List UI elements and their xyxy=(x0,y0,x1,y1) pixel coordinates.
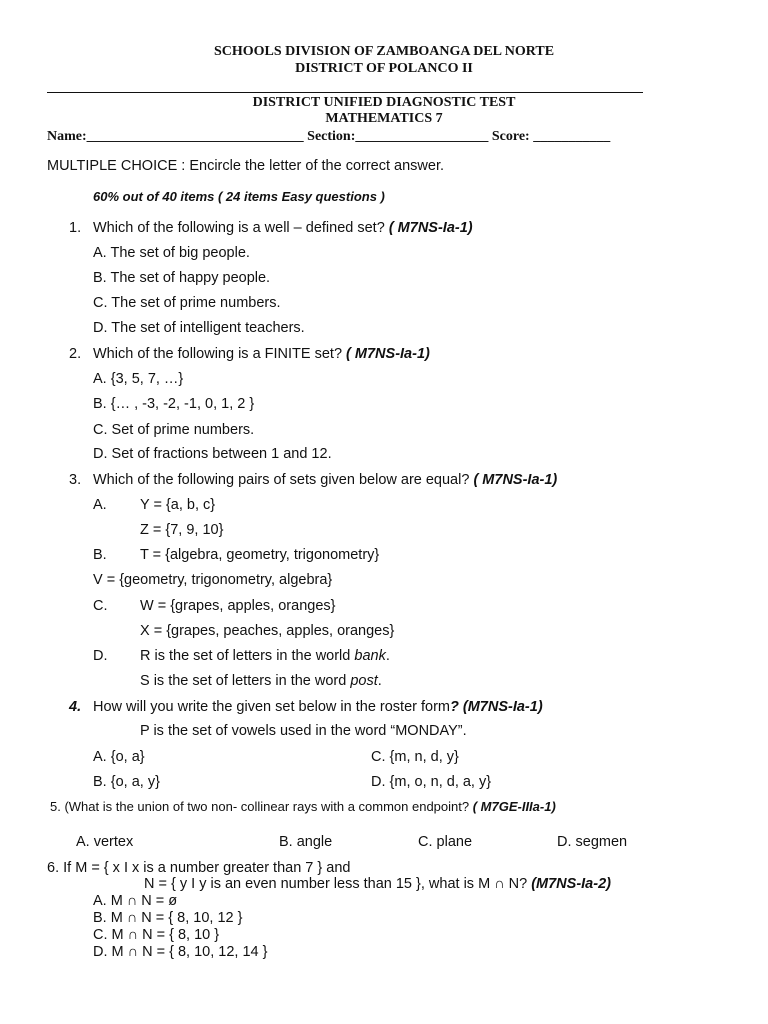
question-1-text xyxy=(93,220,473,236)
q3-option-a-line1: Y = {a, b, c} xyxy=(140,497,216,513)
header-divider xyxy=(47,92,643,93)
q3-option-c-letter: C. xyxy=(93,598,108,614)
competency-code: (M7NS-Ia-2) xyxy=(531,876,611,892)
q5-option-a: A. vertex xyxy=(76,834,134,850)
question-6-line1: 6. If M = { x I x is a number greater than 7 } and xyxy=(47,860,351,876)
q6-option-a: A. M ∩ N = ø xyxy=(93,893,178,909)
question-2-text xyxy=(93,346,430,362)
emphasized-word: post xyxy=(350,673,378,689)
question-4-text xyxy=(93,699,543,715)
score-label: Score: xyxy=(491,129,530,144)
text: R is the set of letters in the world xyxy=(140,648,355,664)
question-3-text xyxy=(93,472,557,488)
q4-option-d: D. {m, o, n, d, a, y} xyxy=(371,774,492,790)
q6-option-c: C. M ∩ N = { 8, 10 } xyxy=(93,927,220,943)
q3-option-c-line2: X = {grapes, peaches, apples, oranges} xyxy=(140,623,395,639)
competency-code: ( M7NS-Ia-1) xyxy=(388,220,473,236)
q3-option-d-line1 xyxy=(140,648,390,664)
q4-given-set: P is the set of vowels used in the word “MONDAY”. xyxy=(140,723,467,739)
question-2-number: 2. xyxy=(69,346,82,362)
text: . xyxy=(385,648,390,664)
name-label: Name: xyxy=(47,129,87,144)
score-blank: ___________ xyxy=(533,129,611,144)
name-blank: _______________________________ xyxy=(86,129,304,144)
q4-option-c: C. {m, n, d, y} xyxy=(371,749,459,765)
question-text: Which of the following pairs of sets given below are equal? xyxy=(93,472,474,488)
q1-option-a: A. The set of big people. xyxy=(93,245,250,261)
q2-option-c: C. Set of prime numbers. xyxy=(93,422,255,438)
text: S is the set of letters in the word xyxy=(140,673,351,689)
q2-option-d: D. Set of fractions between 1 and 12. xyxy=(93,446,332,462)
difficulty-note: 60% out of 40 items ( 24 items Easy questions ) xyxy=(93,189,385,204)
q4-option-b: B. {o, a, y} xyxy=(93,774,160,790)
question-text: Which of the following is a FINITE set? xyxy=(93,346,347,362)
q1-option-c: C. The set of prime numbers. xyxy=(93,295,281,311)
q4-option-a: A. {o, a} xyxy=(93,749,145,765)
question-number: 1. xyxy=(69,220,82,236)
question-text: 5. (What is the union of two non- collinear rays with a common endpoint? xyxy=(50,799,473,814)
text: . xyxy=(377,673,382,689)
test-title: DISTRICT UNIFIED DIAGNOSTIC TEST xyxy=(252,95,516,110)
q3-option-b-letter: B. xyxy=(93,547,107,563)
q5-option-c: C. plane xyxy=(418,834,473,850)
subject-title: MATHEMATICS 7 xyxy=(325,111,443,126)
q6-option-b: B. M ∩ N = { 8, 10, 12 } xyxy=(93,910,243,926)
section-blank: ___________________ xyxy=(355,129,489,144)
q3-option-d-letter: D. xyxy=(93,648,108,664)
q2-option-b: B. {… , -3, -2, -1, 0, 1, 2 } xyxy=(93,396,255,412)
question-text: N = { y I y is an even number less than 15 }, what is M ∩ N? xyxy=(144,876,532,892)
instructions: MULTIPLE CHOICE : Encircle the letter of the correct answer. xyxy=(47,158,445,174)
competency-code: ? (M7NS-Ia-1) xyxy=(450,699,543,715)
q3-option-b-line1: T = {algebra, geometry, trigonometry} xyxy=(140,547,380,563)
question-3-number: 3. xyxy=(69,472,82,488)
q3-option-a-letter: A. xyxy=(93,497,107,513)
q3-option-d-line2 xyxy=(140,673,382,689)
competency-code: ( M7NS-Ia-1) xyxy=(346,346,430,362)
q3-option-a-line2: Z = {7, 9, 10} xyxy=(140,522,224,538)
competency-code: ( M7NS-Ia-1) xyxy=(473,472,558,488)
q1-option-b: B. The set of happy people. xyxy=(93,270,271,286)
q1-option-d: D. The set of intelligent teachers. xyxy=(93,320,305,336)
q6-option-d: D. M ∩ N = { 8, 10, 12, 14 } xyxy=(93,944,268,960)
q3-option-c-line1: W = {grapes, apples, oranges} xyxy=(140,598,336,614)
q2-option-a: A. {3, 5, 7, …} xyxy=(93,371,184,387)
question-text: Which of the following is a well – defined set? xyxy=(93,220,389,236)
district-heading: DISTRICT OF POLANCO II xyxy=(295,61,473,76)
q3-option-b-line2: V = {geometry, trigonometry, algebra} xyxy=(93,572,333,588)
question-4-number: 4. xyxy=(69,699,82,715)
question-5-text xyxy=(50,799,556,814)
competency-code: ( M7GE-IIIa-1) xyxy=(472,799,556,814)
q5-option-d: D. segmen xyxy=(557,834,628,850)
question-text: How will you write the given set below in the roster form xyxy=(93,699,451,715)
question-6-line2 xyxy=(144,876,611,892)
question-1 xyxy=(69,220,81,236)
q5-option-b: B. angle xyxy=(279,834,333,850)
section-label: Section: xyxy=(307,129,356,144)
student-info-row xyxy=(47,129,610,145)
school-division-heading: SCHOOLS DIVISION OF ZAMBOANGA DEL NORTE xyxy=(213,44,555,59)
emphasized-word: bank xyxy=(354,648,386,664)
